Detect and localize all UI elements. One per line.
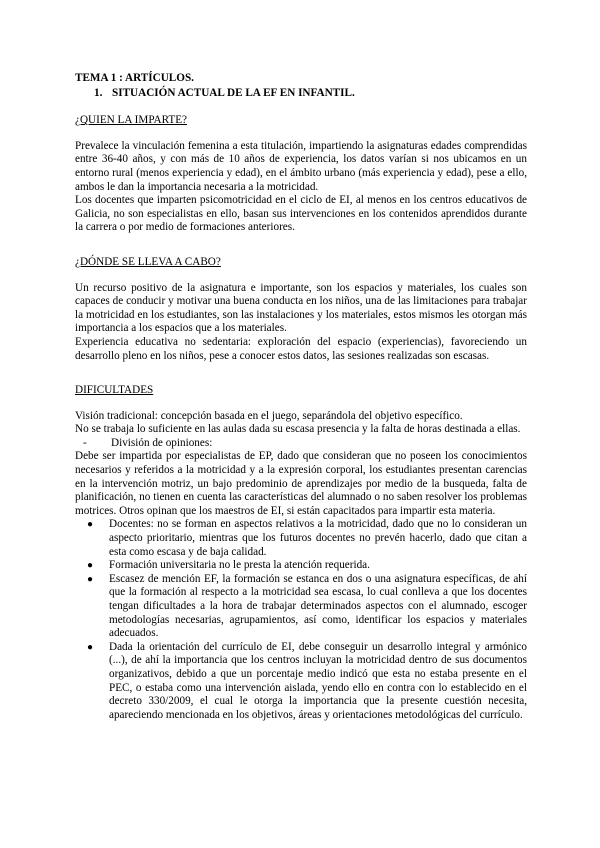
list-item-text: Escasez de mención EF, la formación se estanca en dos o una asignatura específicas, de ahí que la formación al respecto a la motricidad sea escasa, lo cual conlleva a que los docentes tengan dificultades a la hora de trabajar determinados aspectos con el alumnado, escoger metodologías necesarias, agrupamientos, así como, identificar los espacios y materiales adecuados. <box>109 572 527 640</box>
paragraph: Debe ser impartida por especialistas de EP, dado que consideran que no poseen los conocimientos necesarios y referidos a la motricidad y a la expresión corporal, los estudiantes presentan carencias en la intervención motriz, un bajo predominio de aprendizajes por medio de la busqueda, falta de planificación, no tienen en cuenta las características del alumnado o no saben resolver los problemas motrices. Otros opinan que los maestros de EI, si están capacitados para impartir esta materia. <box>75 450 527 517</box>
paragraph: No se trabaja lo suficiente en las aulas dada su escasa presencia y la falta de horas destinada a ellas. <box>75 423 521 436</box>
subtitle-text: SITUACIÓN ACTUAL DE LA EF EN INFANTIL. <box>112 86 355 99</box>
bullet-icon: ● <box>87 573 94 585</box>
list-item-text: Dada la orientación del currículo de EI, debe conseguir un desarrollo integral y armónico (...), de ahí la importancia que los centros incluyan la motricidad dentro de sus documentos organizativos, debido a que un porcentaje medio indicó que esta no estaba presente en el PEC, o estaba como una intervención aislada, yendo ello en contra con lo establecido en el decreto 330/2009, el cual le otorga la importancia que la presente cuestión necesita, apareciendo mencionada en los objetivos, áreas y orientaciones metodológicas del currículo. <box>109 640 527 721</box>
list-item-text: Docentes: no se forman en aspectos relativos a la motricidad, dado que no lo consideran un aspecto prioritario, mientras que los futuros docentes no prevén hacerlo, dado que citan a esta como escasa y de baja calidad. <box>109 518 527 558</box>
bullet-icon: ● <box>87 641 94 653</box>
list-item <box>75 641 527 723</box>
bullet-list <box>75 518 527 722</box>
list-item <box>75 573 527 641</box>
paragraph: Experiencia educativa no sedentaria: exploración del espacio (experiencias), favoreciendo un desarrollo pleno en los niños, pese a conocer estos datos, las sesiones realizadas son escasas. <box>75 335 527 362</box>
dash-item <box>75 437 527 451</box>
section-heading-dificultades: DIFICULTADES <box>75 384 154 397</box>
paragraph: Los docentes que imparten psicomotricidad en el ciclo de EI, al menos en los centros educativos de Galicia, no son especialistas en ello, basan sus intervenciones en los contenidos aprendidos durante la carrera o por medio de formaciones anteriores. <box>75 194 527 234</box>
bullet-icon: ● <box>87 560 94 572</box>
paragraph: Prevalece la vinculación femenina a esta titulación, impartiendo la asignaturas edades comprendidas entre 36-40 años, y con más de 10 años de experiencia, los datos varían si nos ubicamos en un entorno rural (menos experiencia y edad), en el ámbito urbano (más experiencia y edad), pese a ello, ambos le dan la importancia necesaria a la motricidad. <box>75 139 527 193</box>
list-item-text: Formación universitaria no le presta la atención requerida. <box>109 559 370 572</box>
list-item <box>75 518 527 559</box>
document-page <box>75 72 527 722</box>
section-subtitle <box>75 87 527 101</box>
paragraph: Un recurso positivo de la asignatura e importante, son los espacios y materiales, los cuales son capaces de conducir y motivar una buena conducta en los niños, una de las limitaciones para trabajar la motricidad en los estudiantes, son las instalaciones y los materiales, estos mismos les otorgan más importancia a los espacios que a los materiales. <box>75 281 527 335</box>
paragraph: Visión tradicional: concepción basada en el juego, separándola del objetivo específico. <box>75 409 463 422</box>
page-title: TEMA 1 : ARTÍCULOS. <box>75 72 194 84</box>
section-heading-donde: ¿DÓNDE SE LLEVA A CABO? <box>75 255 221 268</box>
dash-mark: - <box>83 436 87 449</box>
bullet-icon: ● <box>87 519 94 531</box>
section-heading-quien: ¿QUIEN LA IMPARTE? <box>75 114 188 127</box>
subtitle-number: 1. <box>94 86 103 99</box>
list-item <box>75 559 527 573</box>
dash-item-text: División de opiniones: <box>111 436 213 449</box>
